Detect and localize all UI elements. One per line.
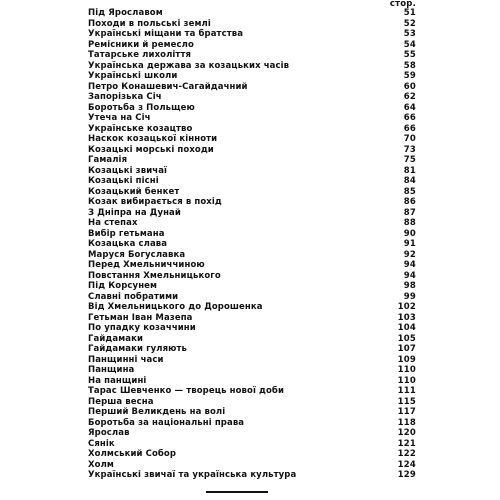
toc-entry-page-number: 70 xyxy=(403,134,416,144)
toc-entry xyxy=(88,323,416,334)
toc-entry xyxy=(88,250,416,261)
toc-entry xyxy=(88,124,416,135)
toc-entry xyxy=(88,29,416,40)
toc-entry xyxy=(88,449,416,460)
toc-entry-title: Козацька слава xyxy=(88,239,168,249)
toc-entry-title: Татарське лихоліття xyxy=(88,50,192,60)
toc-entry xyxy=(88,460,416,471)
toc-entry-page-number: 62 xyxy=(403,92,416,102)
toc-entry xyxy=(88,61,416,72)
toc-entry-title: Холм xyxy=(88,459,114,470)
toc-entry-title: Українське козацтво xyxy=(88,123,193,134)
toc-entry-title: По упадку козаччини xyxy=(88,323,196,333)
toc-entry-title: Утеча на Січ xyxy=(88,113,151,123)
toc-entry xyxy=(88,71,416,82)
toc-entry xyxy=(88,8,416,19)
toc-entry-title: На панщині xyxy=(88,375,147,386)
toc-entry-title: Панщина xyxy=(88,365,135,375)
toc-entry-title: Боротьба з Польщею xyxy=(88,102,195,113)
footer-rule xyxy=(206,491,268,493)
toc-entry xyxy=(88,376,416,387)
toc-entry xyxy=(88,470,416,481)
toc-entry-title: Українські міщани та братства xyxy=(88,29,244,39)
toc-entry xyxy=(88,176,416,187)
toc-entry-page-number: 90 xyxy=(403,228,416,239)
toc-entry xyxy=(88,428,416,439)
toc-entry-title: Козак вибирається в похід xyxy=(88,197,222,207)
toc-entry-title: Повстання Хмельницького xyxy=(88,270,221,281)
toc-entry xyxy=(88,239,416,250)
toc-entry-title: Українські школи xyxy=(88,71,178,81)
toc-entry-title: Запорізька Січ xyxy=(88,92,162,102)
toc-entry-title: Панщинні часи xyxy=(88,354,164,365)
toc-entry xyxy=(88,271,416,282)
toc-entry-page-number: 104 xyxy=(397,323,416,333)
toc-entry-title: Петро Конашевич-Сагайдачний xyxy=(88,81,248,92)
toc-entry xyxy=(88,145,416,156)
toc-entry-title: Маруся Богуславка xyxy=(88,249,186,260)
toc-entry-page-number: 92 xyxy=(403,249,416,260)
toc-entry-page-number: 111 xyxy=(397,386,416,396)
toc-entry-page-number: 85 xyxy=(403,186,416,197)
toc-entry-page-number: 129 xyxy=(397,470,416,480)
toc-entry-page-number: 115 xyxy=(397,396,416,407)
toc-entry-page-number: 81 xyxy=(403,165,416,176)
toc-entry-page-number: 84 xyxy=(403,176,416,186)
toc-entry xyxy=(88,155,416,166)
toc-entry-title: Наскок козацької кінноти xyxy=(88,134,218,144)
toc-entry-title: Сянік xyxy=(88,438,115,449)
toc-entry xyxy=(88,113,416,124)
toc-entry xyxy=(88,313,416,324)
toc-entry xyxy=(88,386,416,397)
toc-entry-page-number: 73 xyxy=(403,144,416,155)
toc-entry-title: Славні побратими xyxy=(88,291,179,302)
toc-entry xyxy=(88,407,416,418)
toc-entry xyxy=(88,197,416,208)
toc-entry xyxy=(88,218,416,229)
toc-entry xyxy=(88,229,416,240)
toc-entry-title: Перед Хмельниччиною xyxy=(88,260,205,270)
toc-entry xyxy=(88,103,416,114)
toc-entry xyxy=(88,166,416,177)
toc-entry-page-number: 124 xyxy=(397,459,416,470)
toc-entry xyxy=(88,208,416,219)
toc-entry-title: Холмський Собор xyxy=(88,449,177,459)
toc-entry-title: Гамалія xyxy=(88,155,128,165)
toc-entry-page-number: 91 xyxy=(403,239,416,249)
toc-entry xyxy=(88,82,416,93)
toc-entry xyxy=(88,50,416,61)
toc-entry xyxy=(88,187,416,198)
toc-entry xyxy=(88,40,416,51)
toc-entry-page-number: 87 xyxy=(403,207,416,218)
toc-entry-title: Гайдамаки xyxy=(88,333,144,344)
toc-entry-page-number: 117 xyxy=(397,407,416,417)
toc-entry-page-number: 86 xyxy=(403,197,416,207)
toc-entry-page-number: 60 xyxy=(403,81,416,92)
toc-entry-page-number: 98 xyxy=(403,281,416,291)
toc-entry-title: Гетьман Іван Мазепа xyxy=(88,312,193,323)
toc-entry xyxy=(88,355,416,366)
toc-entry-title: Українські звичаї та українська культура xyxy=(88,470,297,480)
toc-entry xyxy=(88,302,416,313)
toc-entry-title: Козацькі звичаї xyxy=(88,165,168,176)
toc-entry-page-number: 52 xyxy=(403,18,416,29)
toc-entry-page-number: 120 xyxy=(397,428,416,438)
toc-entry-page-number: 99 xyxy=(403,291,416,302)
toc-entry-title: Козацький бенкет xyxy=(88,186,180,197)
toc-entry-title: Тарас Шевченко — творець нової доби xyxy=(88,386,285,396)
toc-entry-page-number: 118 xyxy=(397,417,416,428)
toc-entry-title: Від Хмельницького до Дорошенка xyxy=(88,302,263,312)
toc-entry-page-number: 109 xyxy=(397,354,416,365)
toc-entry xyxy=(88,260,416,271)
toc-entry-title: Ярослав xyxy=(88,428,130,438)
toc-entry xyxy=(88,19,416,30)
toc-entry-title: Ремісники й ремесло xyxy=(88,39,194,50)
toc-entry-title: Перша весна xyxy=(88,396,154,407)
toc-entry-page-number: 55 xyxy=(403,50,416,60)
toc-entry-title: Перший Великдень на волі xyxy=(88,407,226,417)
toc-entry-title: Походи в польські землі xyxy=(88,18,211,29)
toc-entry xyxy=(88,292,416,303)
toc-entry-title: Козацькі морські походи xyxy=(88,144,214,155)
toc-entry-title: Гайдамаки гуляють xyxy=(88,344,188,354)
toc-entry-page-number: 121 xyxy=(397,438,416,449)
toc-entry-page-number: 110 xyxy=(397,365,416,375)
toc-entry-page-number: 107 xyxy=(397,344,416,354)
toc-entry-page-number: 110 xyxy=(397,375,416,386)
toc-entry-page-number: 75 xyxy=(403,155,416,165)
toc-entry xyxy=(88,134,416,145)
toc-entry xyxy=(88,365,416,376)
toc-entry-page-number: 54 xyxy=(403,39,416,50)
toc-entry-title: Українська держава за козацьких часів xyxy=(88,60,290,71)
toc-entry-page-number: 51 xyxy=(403,8,416,18)
toc-entry-page-number: 66 xyxy=(403,113,416,123)
toc-entry-title: З Дніпра на Дунай xyxy=(88,207,181,218)
toc-entry xyxy=(88,281,416,292)
toc-entry-title: Під Ярославом xyxy=(88,8,163,18)
toc-entry xyxy=(88,418,416,429)
toc-entry-page-number: 53 xyxy=(403,29,416,39)
toc-entry-page-number: 59 xyxy=(403,71,416,81)
toc-entry-page-number: 58 xyxy=(403,60,416,71)
toc-entry xyxy=(88,397,416,408)
toc-entry-page-number: 102 xyxy=(397,302,416,312)
toc-entry-page-number: 64 xyxy=(403,102,416,113)
toc-entry-page-number: 103 xyxy=(397,312,416,323)
toc-entry xyxy=(88,439,416,450)
toc-entry-title: Під Корсунем xyxy=(88,281,158,291)
contents-list xyxy=(88,8,416,481)
toc-entry-page-number: 66 xyxy=(403,123,416,134)
toc-entry-title: Вибір гетьмана xyxy=(88,228,165,239)
toc-entry-title: Козацькі пісні xyxy=(88,176,159,186)
toc-entry-page-number: 105 xyxy=(397,333,416,344)
toc-entry-title: На степах xyxy=(88,218,138,228)
toc-entry xyxy=(88,334,416,345)
toc-entry xyxy=(88,344,416,355)
toc-entry-title: Боротьба за національні права xyxy=(88,417,245,428)
toc-entry-page-number: 94 xyxy=(403,260,416,270)
toc-entry-page-number: 94 xyxy=(403,270,416,281)
toc-entry-page-number: 122 xyxy=(397,449,416,459)
page-column-header: стор. xyxy=(389,0,416,9)
toc-entry xyxy=(88,92,416,103)
toc-entry-page-number: 88 xyxy=(403,218,416,228)
